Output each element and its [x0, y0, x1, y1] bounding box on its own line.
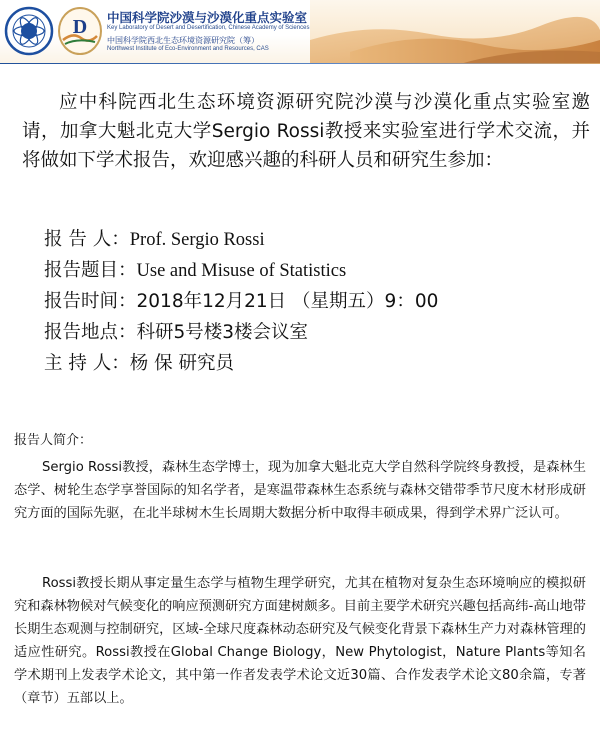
header-divider — [0, 63, 600, 64]
place-row — [44, 317, 584, 348]
time-row — [44, 286, 584, 317]
topic-row — [44, 255, 584, 286]
place-label: 报告地点： — [44, 322, 137, 343]
host-row — [44, 348, 584, 379]
topic-label: 报告题目： — [44, 260, 137, 281]
speaker-value: Prof. Sergio Rossi — [129, 230, 265, 250]
speaker-label: 报 告 人： — [44, 229, 130, 250]
parent-institute-cn: 中国科学院西北生态环境资源研究院（筹） — [107, 36, 259, 45]
desert-dunes-image — [310, 0, 600, 64]
institute-name-cn: 中国科学院沙漠与沙漠化重点实验室 — [107, 10, 308, 25]
desert-lab-logo-icon — [57, 6, 103, 56]
institute-name-en: Key Laboratory of Desert and Desertification, Chinese Academy of Sciences — [107, 25, 310, 31]
host-label: 主 持 人： — [44, 353, 130, 374]
time-label: 报告时间： — [44, 291, 137, 312]
bio-paragraph-2: Rossi教授长期从事定量生态学与植物生理学研究，尤其在植物对复杂生态环境响应的模拟研究和森林物候对气候变化的响应预测研究方面建树颇多。目前主要学术研究兴趣包括高纬-高山地带长期生态观测与控制研究，区域-全球尺度森林动态研究及气候变化背景下森林生产力对森林管理的适应性研究。Rossi教授在Global Change Biology，New Phytologist，Nature Plants等知名学术期刊上发表学术论文，其中第一作者发表学术论文近30篇、合作发表学术论文80余篇，专著（章节）五部以上。 — [14, 576, 586, 706]
svg-text:D: D — [72, 16, 88, 38]
speaker-row — [44, 224, 584, 255]
topic-value: Use and Misuse of Statistics — [136, 261, 347, 281]
bio-paragraph-1: Sergio Rossi教授，森林生态学博士，现为加拿大魁北克大学自然科学院终身教授，是森林生态学、树轮生态学享誉国际的知名学者，是寒温带森林生态系统与森林交错带季节尺度木材形成研究方面的国际先驱，在北半球树木生长周期大数据分析中取得丰硕成果，得到学术界广泛认可。 — [14, 460, 586, 521]
place-value: 科研5号楼3楼会议室 — [136, 322, 309, 343]
invitation-paragraph: 应中科院西北生态环境资源研究院沙漠与沙漠化重点实验室邀请，加拿大魁北克大学Sergio Rossi教授来实验室进行学术交流，并将做如下学术报告，欢迎感兴趣的科研人员和研究生参加： — [22, 92, 590, 171]
parent-institute-en: Northwest Institute of Eco-Environment and Resources, CAS — [107, 46, 269, 52]
cas-logo-icon — [4, 6, 54, 56]
lecture-details — [44, 224, 584, 379]
bio-heading: 报告人简介： — [14, 433, 93, 448]
time-value: 2018年12月21日 （星期五）9：00 — [136, 291, 439, 312]
letterhead — [0, 0, 600, 64]
host-value: 杨 保 研究员 — [129, 353, 235, 374]
